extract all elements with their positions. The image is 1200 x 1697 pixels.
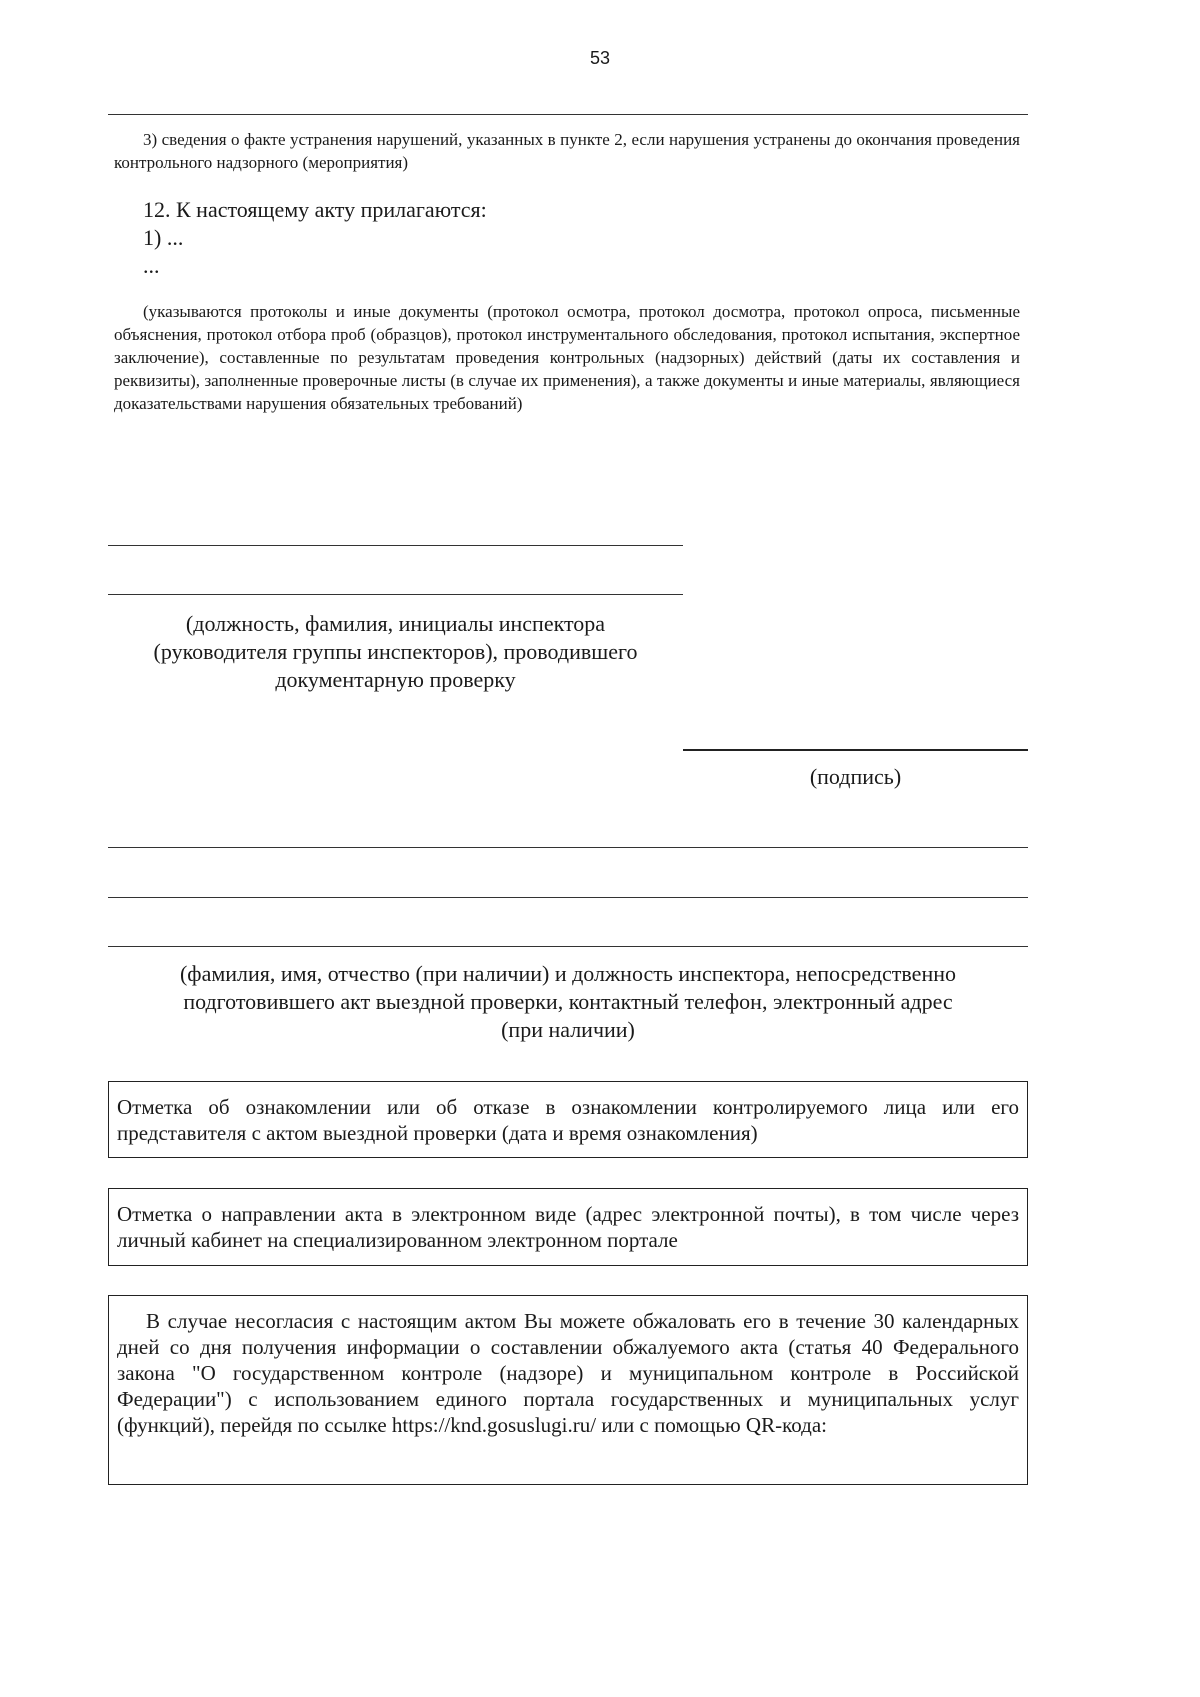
item-12-heading: 12. К настоящему акту прилагаются: <box>143 197 487 222</box>
item-3-text: 3) сведения о факте устранения нарушений, указанных в пункте 2, если нарушения устранены до окончания проведения контрольного надзорного (мероприятия) <box>114 130 1020 172</box>
inspector-blank-line-1 <box>108 545 683 546</box>
inspector-caption-line-2: (руководителя группы инспекторов), проводившего <box>153 639 638 664</box>
inspector-blank-line-2 <box>108 594 683 595</box>
acquaintance-box: Отметка об ознакомлении или об отказе в ознакомлении контролируемого лица или его представителя с актом выездной проверки (дата и время ознакомления) <box>108 1081 1028 1158</box>
preparer-caption-line-2: подготовившего акт выездной проверки, контактный телефон, электронный адрес <box>183 989 953 1014</box>
preparer-blank-line-3 <box>108 946 1028 947</box>
item-12-note: (указываются протоколы и иные документы (протокол осмотра, протокол досмотра, протокол опроса, письменные объяснения, протокол отбора проб (образцов), протокол инструментального обследования, протокол испытания, экспертное заключение), составленные по результатам проведения контрольных (надзорных) действий (даты их составления и реквизиты), заполненные проверочные листы (в случае их применения), а также документы и иные материалы, являющиеся доказательствами нарушения обязательных требований) <box>114 302 1020 413</box>
inspector-caption <box>108 610 683 694</box>
inspector-caption-line-3: документарную проверку <box>275 667 516 692</box>
electronic-delivery-box: Отметка о направлении акта в электронном виде (адрес электронной почты), в том числе через личный кабинет на специализированном электронном портале <box>108 1188 1028 1266</box>
item-12-block <box>143 196 843 280</box>
appeal-box: В случае несогласия с настоящим актом Вы можете обжаловать его в течение 30 календарных дней со дня получения информации о составлении обжалуемого акта (статья 40 Федерального закона "О государственном контроле (надзоре) и муниципальном контроле в Российской Федерации") с использованием единого портала государственных и муниципальных услуг (функций), перейдя по ссылке https://knd.gosuslugi.ru/ или с помощью QR-кода: <box>108 1295 1028 1485</box>
signature-line <box>683 749 1028 751</box>
item-12-line-2: ... <box>143 253 160 278</box>
inspector-caption-line-1: (должность, фамилия, инициалы инспектора <box>185 611 606 636</box>
preparer-blank-line-1 <box>108 847 1028 848</box>
preparer-caption-line-3: (при наличии) <box>501 1017 635 1042</box>
preparer-caption-line-1: (фамилия, имя, отчество (при наличии) и должность инспектора, непосредственно <box>179 961 956 986</box>
page-number: 53 <box>589 48 611 68</box>
top-divider <box>108 114 1028 115</box>
preparer-blank-line-2 <box>108 897 1028 898</box>
signature-caption: (подпись) <box>809 764 902 789</box>
item-12-line-1: 1) ... <box>143 225 184 250</box>
preparer-caption <box>108 960 1028 1044</box>
